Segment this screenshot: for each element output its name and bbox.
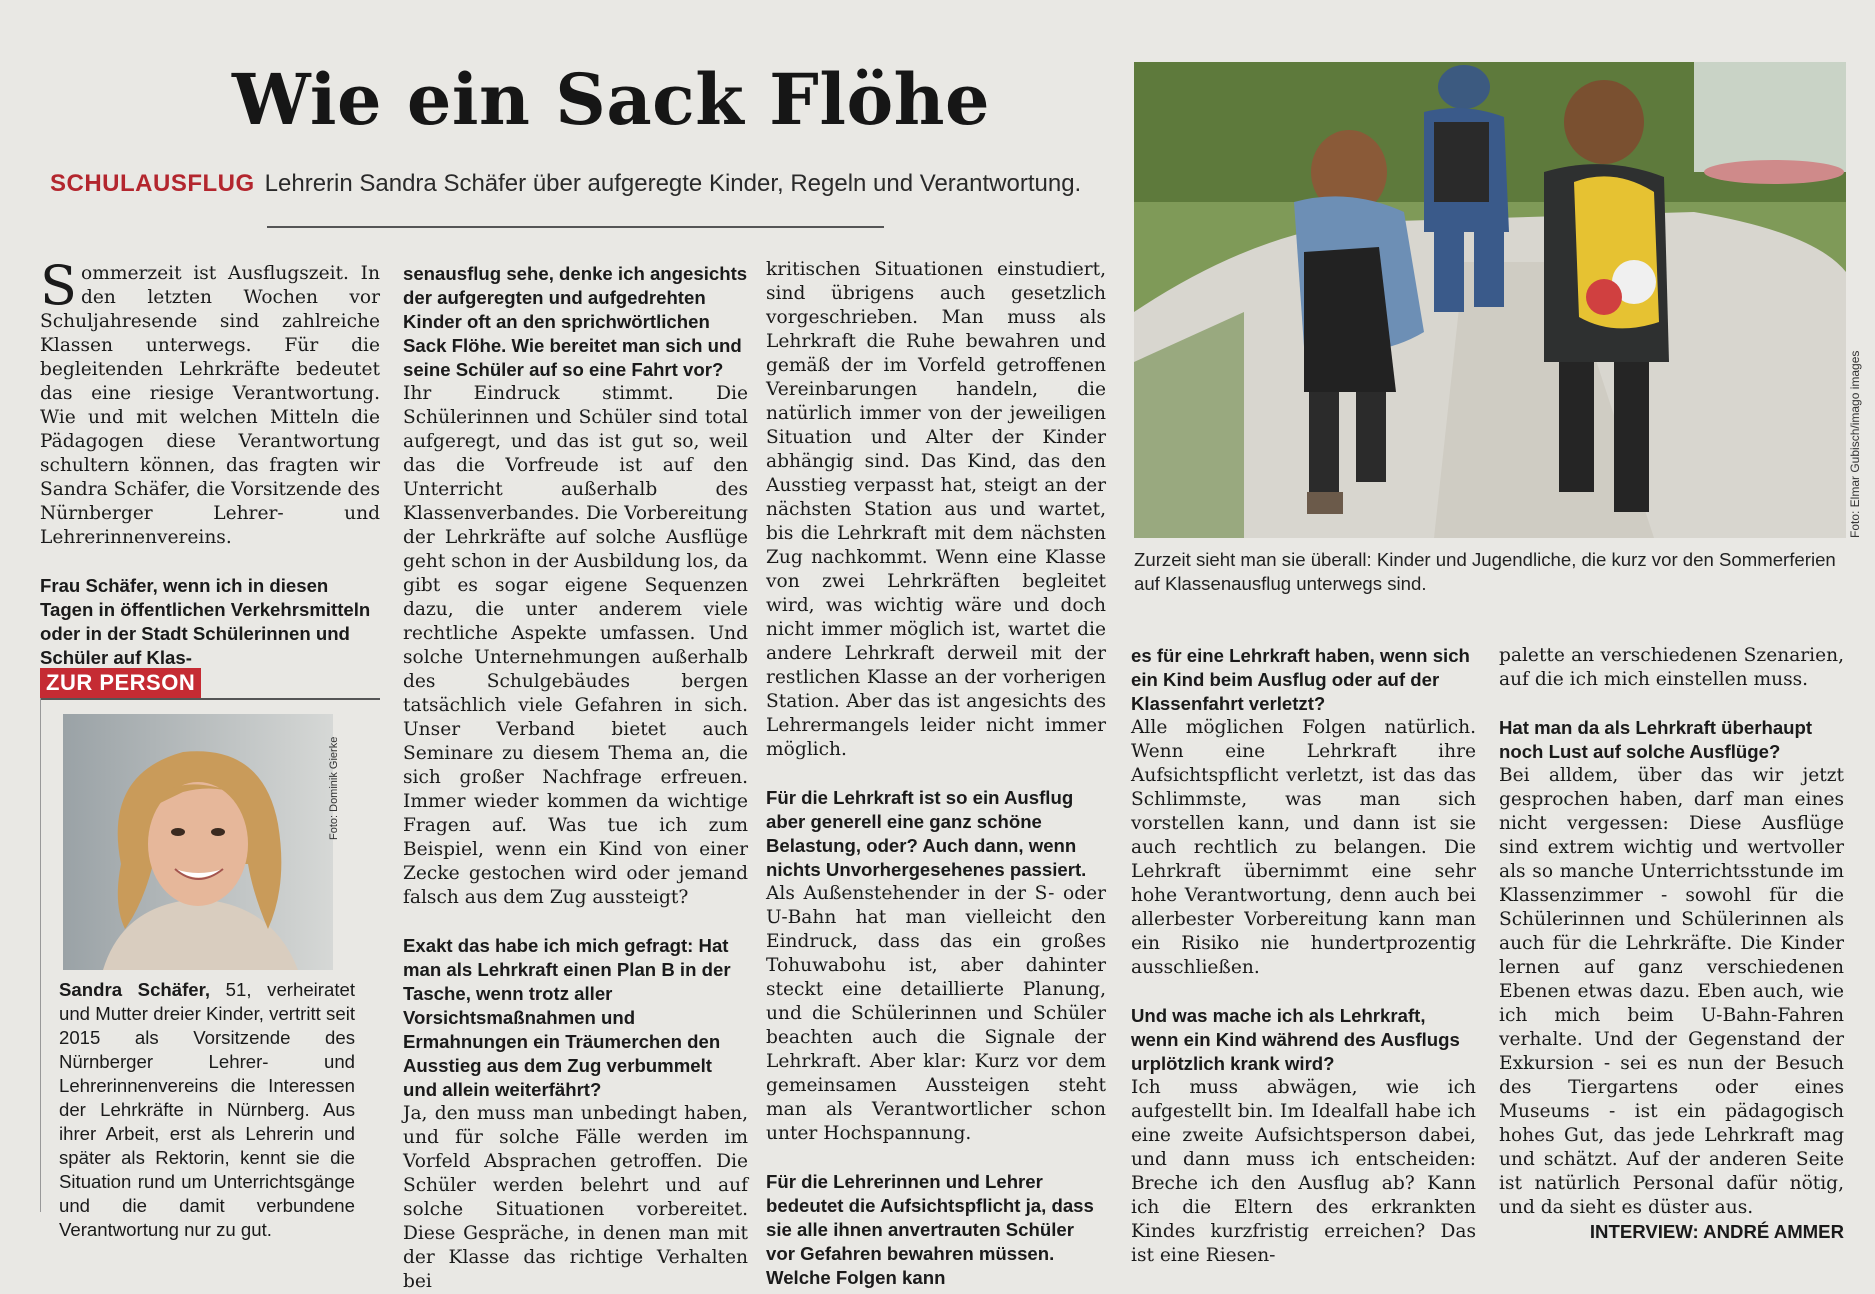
question-1-part-1: Frau Schäfer, wenn ich in diesen Tagen in öffentlichen Verkehrsmitteln oder in der Stadt Schülerinnen und Schüler auf Klas-: [40, 575, 371, 668]
portrait-credit: Foto: Dominik Gierke: [328, 736, 340, 840]
answer-2-part-1: Ja, den muss man unbedingt haben, und für solche Fälle werden im Vorfeld Absprachen getroffen. Die Schüler werden belehrt und auf solche Situationen vorbereitet. Diese Gespräche, in denen man mit der Klasse das richtige Verhalten bei: [403, 1103, 748, 1292]
answer-1: Ihr Eindruck stimmt. Die Schülerinnen und Schüler sind total aufgeregt, und das ist gut so, weil das die Vorfreude ist auf den Unterricht außerhalb des Klassenverbandes. Die Vorbereitung der Lehrkräfte auf solche Ausflüge geht schon in der Ausbildung los, da gibt es sogar eigene Sequenzen dazu, die unter anderem viele rechtliche Aspekte umfassen. Und solche Unternehmungen außerhalb des Schulgebäudes bergen tatsächlich viele Gefahren in sich. Unser Verband bietet auch Seminare zu diesem Thema an, die sich großer Nachfrage erfreuen. Immer wieder kommen da wichtige Fragen auf. Was tue ich zum Beispiel, wenn ein Kind von einer Zecke gestochen wird oder jemand falsch aus dem Zug aussteigt?: [403, 383, 748, 908]
intro-text: ommerzeit ist Ausflugszeit. In den letzten Wochen vor Schuljahresende sind zahlreiche Klassen unterwegs. Für die begleitenden Lehrkräfte bedeutet das eine riesige Verantwortung. Wie und mit welchen Mitteln die Pädagogen diese Verantwortung schultern können, das fragten wir Sandra Schäfer, die Vorsitzende des Nürnberger Lehrer- und Lehrerinnenvereins.: [40, 263, 380, 548]
drop-cap: S: [40, 254, 77, 317]
intro-paragraph: [40, 254, 380, 550]
children-photo-illustration: [1134, 62, 1846, 538]
headline: Wie ein Sack Flöhe: [232, 58, 991, 141]
column-5: [1499, 644, 1844, 1244]
subtitle: Lehrerin Sandra Schäfer über aufgeregte Kinder, Regeln und Verantwortung.: [264, 170, 1082, 197]
subline: [50, 170, 1081, 198]
answer-2-part-2: kritischen Situationen einstudiert, sind übrigens auch gesetzlich vorgeschrieben. Man muss als Lehrkraft die Ruhe bewahren und gemäß der im Vorfeld getroffenen Vereinbarungen handeln, die natürlich immer von der jeweiligen Situation und Alter der Kinder abhängig sind. Das Kind, das den Ausstieg verpasst hat, steigt an der nächsten Station aus und wartet, bis die Lehrkraft mit dem nächsten Zug nachkommt. Wenn eine Klasse von zwei Lehrkräften begleitet wird, was wichtig wäre und doch nicht immer möglich ist, wartet die andere Lehrkraft derweil mit der restlichen Klasse an der vorherigen Station. Aber das ist angesichts des Lehrermangels leider nicht immer möglich.: [766, 259, 1106, 760]
question-1-part-2: senausflug sehe, denke ich angesichts der aufgeregten und aufgedrehten Kinder oft an den sprichwörtlichen Sack Flöhe. Wie bereitet man sich und seine Schüler auf so eine Fahrt vor?: [403, 263, 748, 380]
column-2: [403, 262, 748, 1294]
headline-rule: [267, 226, 884, 228]
byline: INTERVIEW: ANDRÉ AMMER: [1589, 1221, 1844, 1242]
person-bio: [59, 978, 355, 1242]
photo-credit: Foto: Elmar Gubisch/imago images: [1848, 350, 1862, 538]
question-6: Hat man da als Lehrkraft überhaupt noch Lust auf solche Ausflüge?: [1499, 717, 1813, 762]
article-photo: [1134, 62, 1846, 538]
person-name: Sandra Schäfer,: [59, 979, 211, 1000]
question-4-part-2: es für eine Lehrkraft haben, wenn sich ein Kind beim Ausflug oder auf der Klassenfahrt verletzt?: [1131, 645, 1470, 714]
question-4-part-1: Für die Lehrerinnen und Lehrer bedeutet die Aufsichtspflicht ja, dass sie alle ihnen anvertrauten Schüler vor Gefahren bewahren müssen. Welche Folgen kann: [766, 1171, 1094, 1288]
person-bio-text: 51, verheiratet und Mutter dreier Kinder, vertritt seit 2015 als Vorsitzende des Nürnberger Lehrer- und Lehrerinnenvereins die Interessen der Lehrkräfte in Nürnberg. Aus ihrer Arbeit, erst als Lehrerin und später als Rektorin, kennt sie die Situation rund um Unterrichtsgänge und die damit verbundene Verantwortung nur zu gut.: [59, 979, 355, 1240]
answer-5-part-2: palette an verschiedenen Szenarien, auf die ich mich einstellen muss.: [1499, 645, 1844, 690]
question-3: Für die Lehrkraft ist so ein Ausflug aber generell eine ganz schöne Belastung, oder? Auch dann, wenn nichts Unvorhergesehenes passiert.: [766, 787, 1087, 880]
answer-6: [1499, 764, 1844, 1242]
answer-4: Alle möglichen Folgen natürlich. Wenn eine Lehrkraft ihre Aufsichtspflicht verletzt, ist das das Schlimmste, was man sich vorstellen kann, und dann ist sie auch rechtlich zu belangen. Die Lehrkraft übernimmt eine sehr hohe Verantwortung, denn auch bei allerbester Vorbereitung kann man ein Risiko nie hundertprozentig ausschließen.: [1131, 717, 1476, 978]
zur-person-label: ZUR PERSON: [40, 668, 201, 698]
photo-caption: Zurzeit sieht man sie überall: Kinder und Jugendliche, die kurz vor den Sommerferien auf Klassenausflug unterwegs sind.: [1134, 549, 1836, 594]
question-5: Und was mache ich als Lehrkraft, wenn ein Kind während des Ausflugs urplötzlich krank wird?: [1131, 1005, 1460, 1074]
column-1: [40, 254, 380, 670]
portrait-illustration: [63, 714, 333, 970]
column-3: [766, 258, 1106, 1290]
answer-3: Als Außenstehender in der S- oder U-Bahn hat man vielleicht den Eindruck, dass das ein großes Tohuwabohu ist, aber dahinter steckt eine detaillierte Planung, und die Schülerinnen und Schüler beachten auch die Signale der Lehrkraft. Aber klar: Kurz vor dem gemeinsamen Aussteigen steht man als Verantwortlicher schon unter Hochspannung.: [766, 883, 1106, 1144]
column-4: [1131, 644, 1476, 1268]
portrait-photo: [63, 714, 333, 970]
kicker: SCHULAUSFLUG: [50, 170, 255, 197]
zur-person-side-rule: [40, 698, 41, 1212]
answer-5-part-1: Ich muss abwägen, wie ich aufgestellt bin. Im Idealfall habe ich eine zweite Aufsichtsperson dabei, und dann muss ich entscheiden: Breche ich den Ausflug ab? Kann ich die Eltern des erkrankten Kindes kurzfristig erreichen? Das ist eine Riesen-: [1131, 1077, 1476, 1266]
answer-6-text: Bei alldem, über das wir jetzt gesprochen haben, darf man eines nicht vergessen: Diese Ausflüge sind extrem wichtig und wertvoller als so manche Unterrichtsstunde im Klassenzimmer - sowohl für die Schülerinnen und Schülerinnen als auch für die Lehrkräfte. Die Kinder lernen auf ganz verschiedenen Ebenen etwas dazu. Eben auch, wie ich mich beim U-Bahn-Fahren verhalte. Und der Gegenstand der Exkursion - sei es nun der Besuch des Tiergartens oder eines Museums - ist ein pädagogisch hohes Gut, das jede Lehrkraft mag und schätzt. Auf der anderen Seite ist natürlich Personal dafür nötig, und da sieht es düster aus.: [1499, 765, 1844, 1218]
question-2: Exakt das habe ich mich gefragt: Hat man als Lehrkraft einen Plan B in der Tasche, wenn trotz aller Vorsichtsmaßnahmen und Ermahnungen ein Träumerchen den Ausstieg aus dem Zug verbummelt und allein weiterfährt?: [403, 935, 731, 1100]
